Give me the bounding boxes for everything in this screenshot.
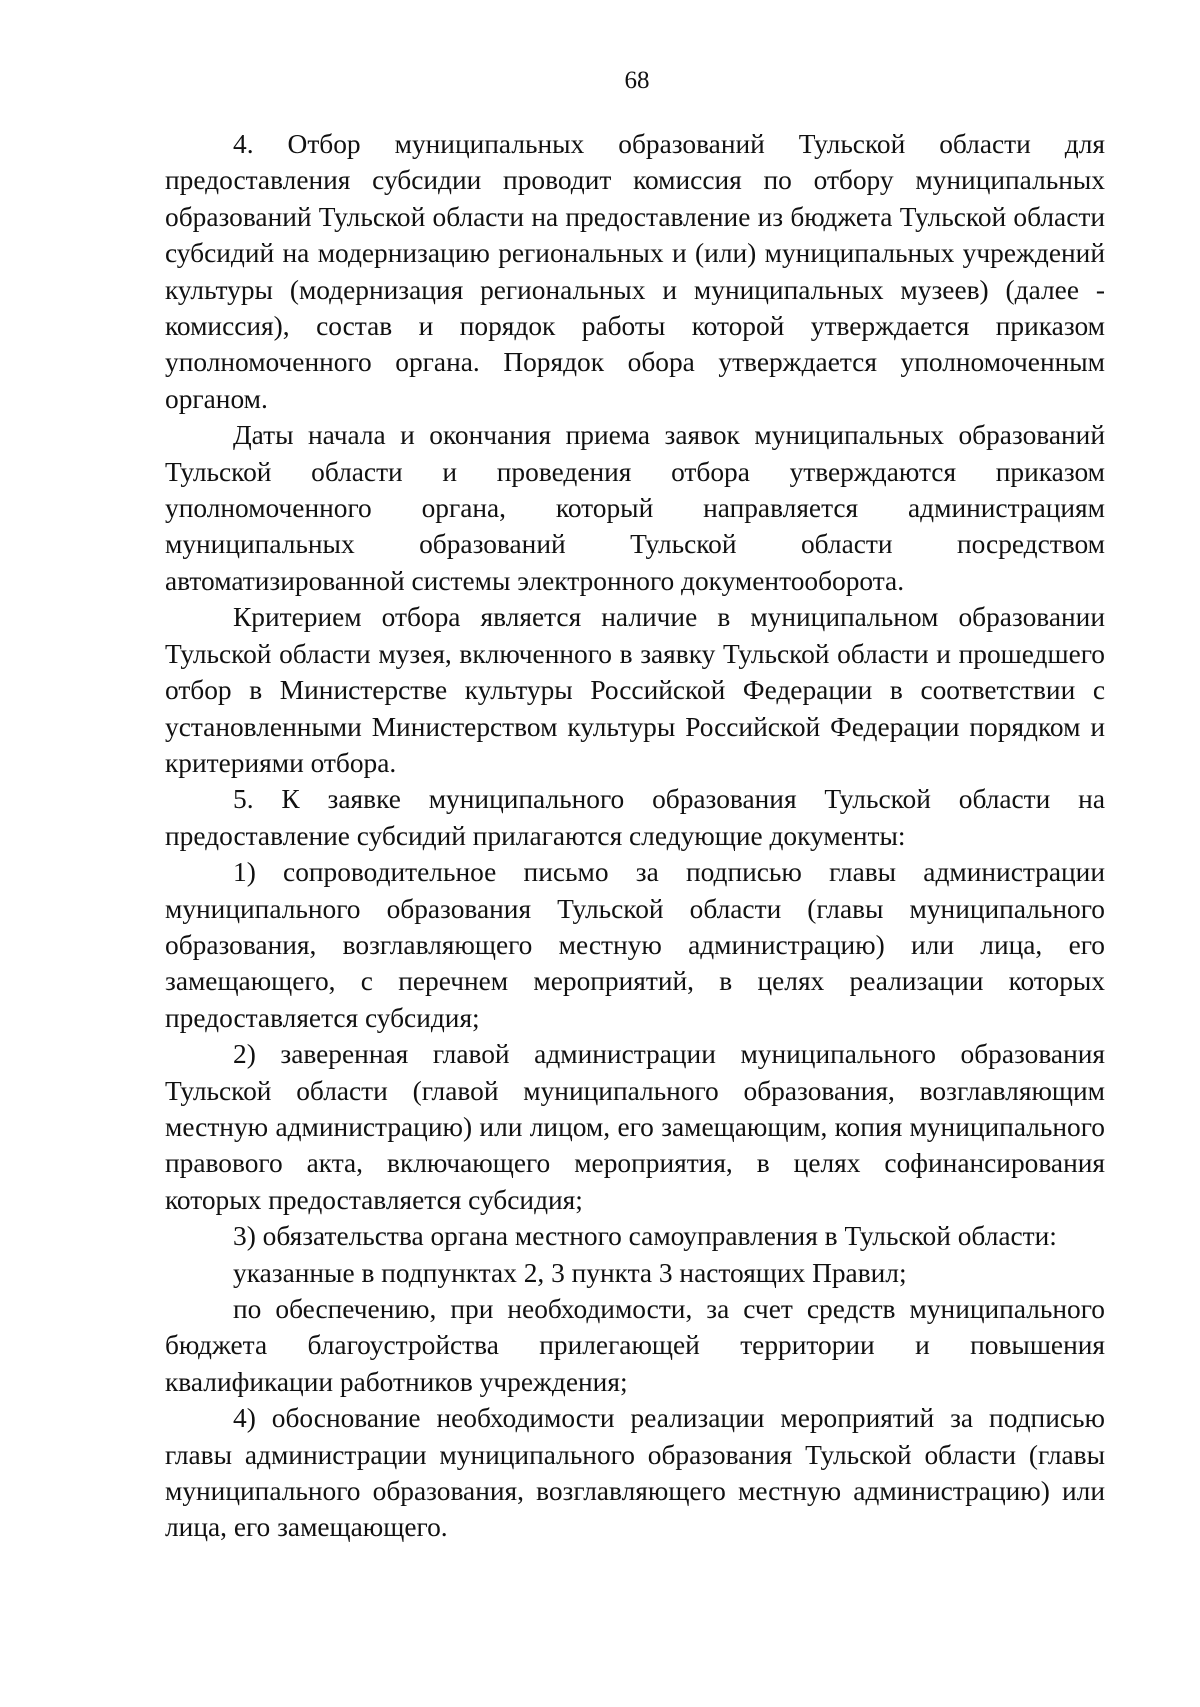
paragraph-item-5-2: 2) заверенная главой администрации муниципального образования Тульской области (главой муниципального образования, возглавляющим местную администрацию) или лицом, его замещающим, копия муниципального правового акта, включающего мероприятия, в целях софинансирования которых предоставляется субсидия;: [165, 1039, 1105, 1215]
paragraph-item-5: 5. К заявке муниципального образования Тульской области на предоставление субсидий прилагаются следующие документы:: [165, 784, 1105, 851]
paragraph-item-5-1: 1) сопроводительное письмо за подписью главы администрации муниципального образования Тульской области (главы муниципального образования, возглавляющего местную администрацию) или лица, его замещающего, с перечнем мероприятий, в целях реализации которых предоставляется субсидия;: [165, 857, 1105, 1033]
paragraph-item-5-4: 4) обоснование необходимости реализации мероприятий за подписью главы администрации муниципального образования Тульской области (главы муниципального образования, возглавляющего местную администрацию) или лица, его замещающего.: [165, 1403, 1105, 1543]
paragraph-item-5-3: 3) обязательства органа местного самоуправления в Тульской области:: [233, 1221, 1057, 1252]
page-number: 68: [624, 67, 650, 94]
document-body: [165, 126, 1105, 1546]
paragraph-item-5-3-b: по обеспечению, при необходимости, за счет средств муниципального бюджета благоустройства прилегающей территории и повышения квалификации работников учреждения;: [165, 1294, 1105, 1397]
paragraph-item-5-3-a: указанные в подпунктах 2, 3 пункта 3 настоящих Правил;: [233, 1257, 907, 1288]
paragraph-item-4: 4. Отбор муниципальных образований Тульской области для предоставления субсидии проводит комиссия по отбору муниципальных образований Тульской области на предоставление из бюджета Тульской области субсидий на модернизацию региональных и (или) муниципальных учреждений культуры (модернизация региональных и муниципальных музеев) (далее - комиссия), состав и порядок работы которой утверждается приказом уполномоченного органа. Порядок обора утверждается уполномоченным органом.: [165, 129, 1105, 414]
paragraph-selection-criterion: Критерием отбора является наличие в муниципальном образовании Тульской области музея, включенного в заявку Тульской области и прошедшего отбор в Министерстве культуры Российской Федерации в соответствии с установленными Министерством культуры Российской Федерации порядком и критериями отбора.: [165, 602, 1105, 778]
paragraph-application-dates: Даты начала и окончания приема заявок муниципальных образований Тульской области и проведения отбора утверждаются приказом уполномоченного органа, который направляется администрациям муниципальных образований Тульской области посредством автоматизированной системы электронного документооборота.: [165, 420, 1105, 596]
